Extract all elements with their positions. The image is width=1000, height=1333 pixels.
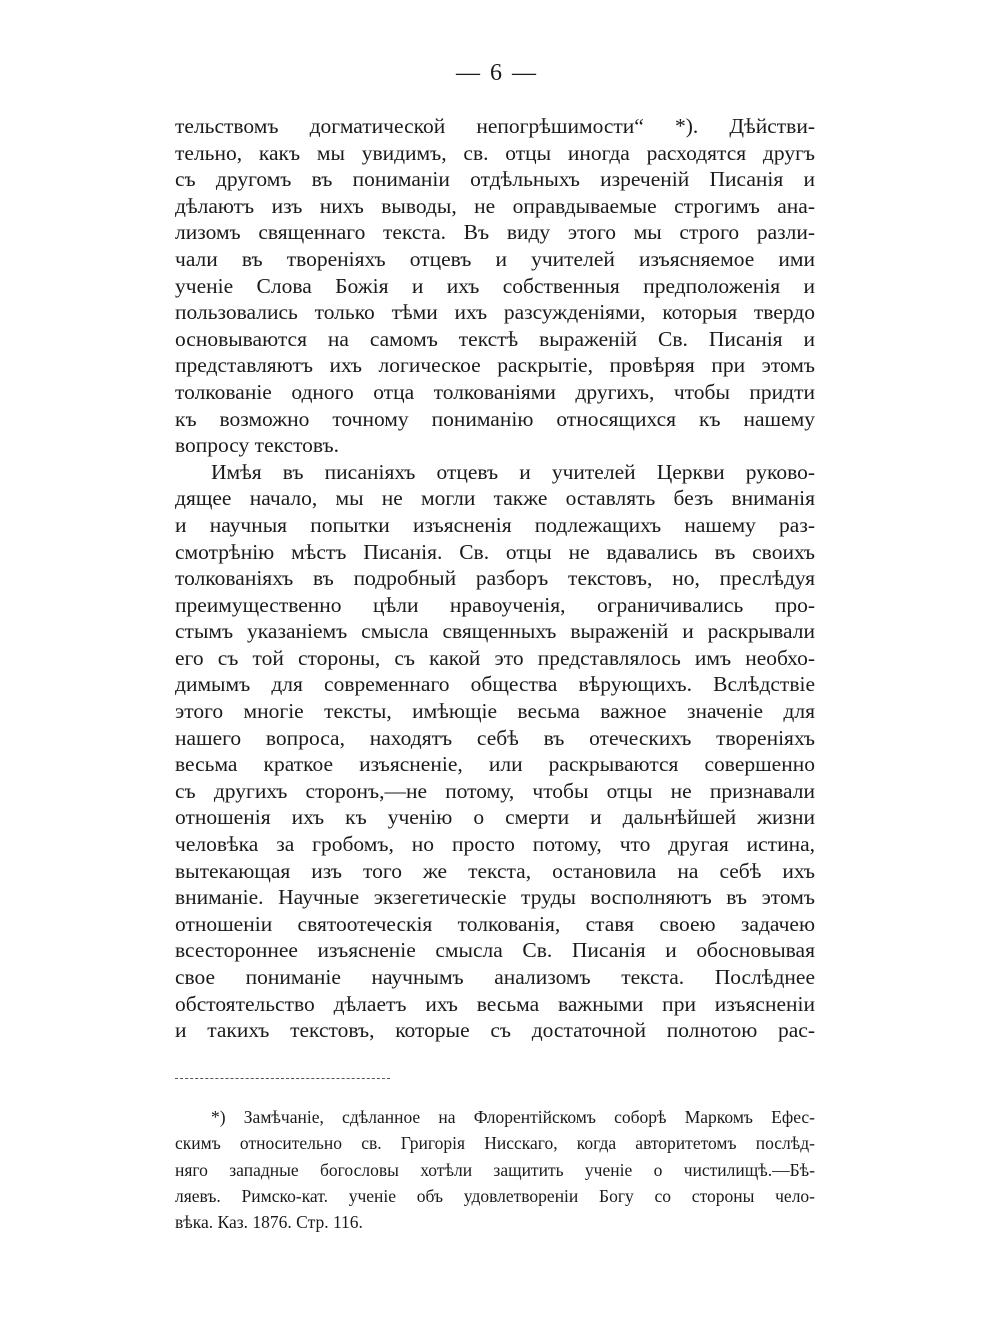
text-line: весьма краткое изъясненіе, или раскрываются совершенно <box>175 752 815 777</box>
text-line: отношенія ихъ къ ученію о смерти и дальнѣйшей жизни <box>175 805 815 830</box>
text-line: чали въ твореніяхъ отцевъ и учителей изъясняемое ими <box>175 246 815 271</box>
text-line: преимущественно цѣли нравоученія, ограничивались про- <box>175 592 815 617</box>
text-line: человѣка за гробомъ, но просто потому, что другая истина, <box>175 832 815 857</box>
text-line: вопросу текстовъ. <box>175 433 340 458</box>
page-number: — 6 — <box>456 60 538 86</box>
footnote-line: няго западные богословы хотѣли защитить ученіе о чистилищѣ.—Бѣ- <box>175 1159 815 1180</box>
text-line: и такихъ текстовъ, которые съ достаточной полнотою рас- <box>175 1018 815 1043</box>
footnote <box>175 1104 815 1235</box>
footnote-line: ляевъ. Римско-кат. ученіе объ удовлетвореніи Богу со стороны чело- <box>175 1185 815 1206</box>
text-line: дящее начало, мы не могли также оставлять безъ вниманія <box>175 486 815 511</box>
text-line: тельствомъ догматической непогрѣшимости“ *). Дѣйстви- <box>175 114 815 138</box>
text-line: смотрѣнію мѣстъ Писанія. Св. отцы не вдавались въ своихъ <box>175 539 815 564</box>
paragraph-1 <box>175 113 815 459</box>
text-line: нашего вопроса, находятъ себѣ въ отеческихъ твореніяхъ <box>175 725 815 750</box>
text-line: стымъ указаніемъ смысла священныхъ выраженій и раскрывали <box>175 619 815 644</box>
text-line: отношеніи святоотеческія толкованія, ставя своею задачею <box>175 911 815 936</box>
text-line: обстоятельство дѣлаетъ ихъ весьма важными при изъясненіи <box>175 991 815 1016</box>
text-line: дѣлаютъ изъ нихъ выводы, не оправдываемые строгимъ ана- <box>175 193 815 218</box>
paragraph-2 <box>175 459 815 1044</box>
main-text <box>175 113 815 1044</box>
text-line: его съ той стороны, съ какой это представлялось имъ необхо- <box>175 645 815 670</box>
text-line: тельно, какъ мы увидимъ, св. отцы иногда расходятся другъ <box>175 140 815 165</box>
footnote-line: скимъ относительно св. Григорія Нисскаго, когда авторитетомъ послѣд- <box>175 1133 815 1154</box>
text-line: къ возможно точному пониманію относящихся къ нашему <box>175 406 815 431</box>
footnote-line: вѣка. Каз. 1876. Стр. 116. <box>175 1212 363 1233</box>
text-line: Имѣя въ писаніяхъ отцевъ и учителей Церкви руково- <box>211 459 815 484</box>
text-line: основываются на самомъ текстѣ выраженій Св. Писанія и <box>175 326 815 351</box>
text-line: ученіе Слова Божія и ихъ собственныя предположенія и <box>175 273 815 298</box>
footnote-line: *) Замѣчаніе, сдѣланное на Флорентійскомъ соборѣ Маркомъ Ефес- <box>211 1107 815 1127</box>
text-line: вниманіе. Научные экзегетическіе труды восполняютъ въ этомъ <box>175 885 815 910</box>
text-line: лизомъ священнаго текста. Въ виду этого мы строго разли- <box>175 220 815 245</box>
text-line: представляютъ ихъ логическое раскрытіе, провѣряя при этомъ <box>175 353 815 378</box>
text-line: пользовались только тѣми ихъ разсужденіями, которыя твердо <box>175 300 815 325</box>
text-line: и научныя попытки изъясненія подлежащихъ нашему раз- <box>175 512 815 537</box>
text-line: съ другомъ въ пониманіи отдѣльныхъ изреченій Писанія и <box>175 167 815 192</box>
text-line: толкованіе одного отца толкованіями другихъ, чтобы придти <box>175 379 815 404</box>
text-line: свое пониманіе научнымъ анализомъ текста. Послѣднее <box>175 965 815 989</box>
text-line: съ другихъ сторонъ,—не потому, чтобы отцы не признавали <box>175 778 815 803</box>
footnote-separator <box>175 1078 390 1079</box>
text-line: этого многіе тексты, имѣющіе весьма важное значеніе для <box>175 699 815 724</box>
text-line: вытекающая изъ того же текста, остановила на себѣ ихъ <box>175 858 815 883</box>
text-line: толкованіяхъ въ подробный разборъ текстовъ, но, преслѣдуя <box>175 566 815 591</box>
text-line: всестороннее изъясненіе смысла Св. Писанія и обосновывая <box>175 938 815 963</box>
text-line: димымъ для современнаго общества вѣрующихъ. Вслѣдствіе <box>175 672 815 697</box>
